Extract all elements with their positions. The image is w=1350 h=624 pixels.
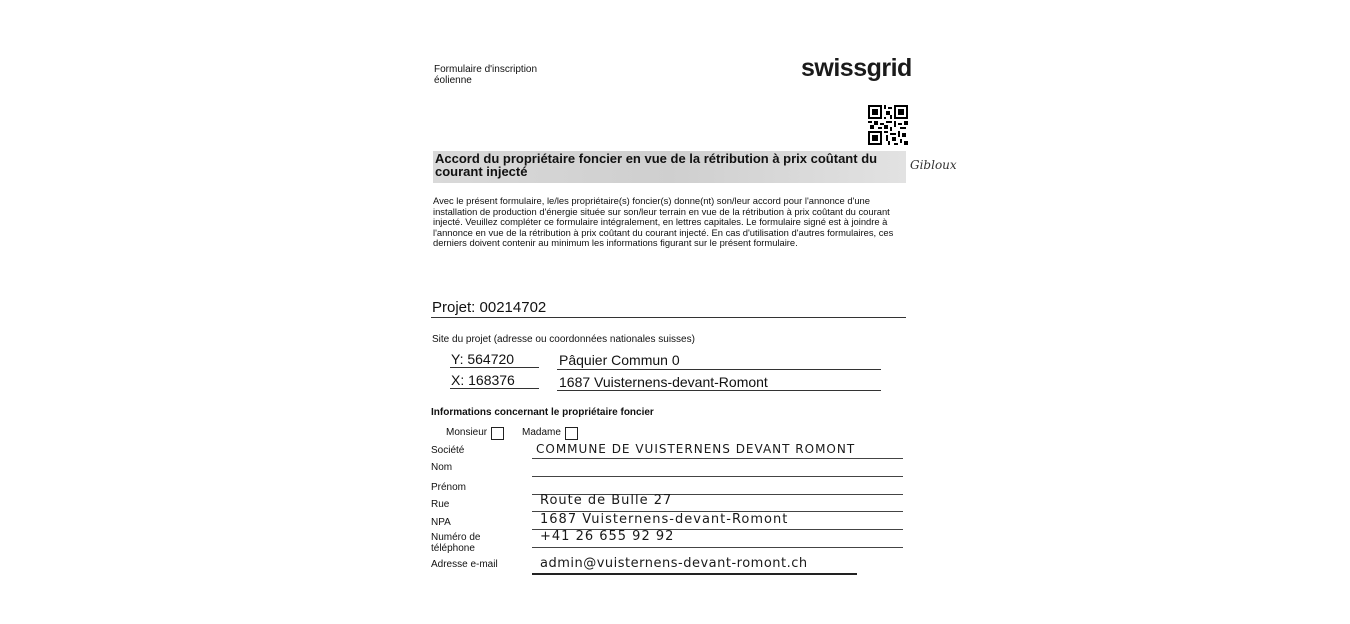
madame-label: Madame bbox=[522, 427, 561, 438]
madame-checkbox[interactable] bbox=[565, 427, 578, 440]
underline bbox=[450, 388, 539, 389]
divider bbox=[431, 317, 906, 318]
project-number: Projet: 00214702 bbox=[432, 299, 547, 316]
qr-code-icon bbox=[868, 105, 908, 145]
email-label: Adresse e-mail bbox=[431, 559, 498, 570]
telephone-field-line bbox=[532, 547, 903, 548]
nom-label: Nom bbox=[431, 462, 453, 473]
telephone-label-line-2: téléphone bbox=[431, 543, 475, 554]
npa-value: 1687 Vuisternens-devant-Romont bbox=[540, 512, 789, 527]
address-line-1: Pâquier Commun 0 bbox=[559, 352, 680, 368]
rue-value: Route de Bulle 27 bbox=[540, 493, 673, 508]
handwritten-note: Gibloux bbox=[910, 158, 957, 172]
monsieur-checkbox[interactable] bbox=[491, 427, 504, 440]
monsieur-label: Monsieur bbox=[446, 427, 488, 438]
nom-field-line bbox=[532, 476, 903, 477]
intro-paragraph: Avec le présent formulaire, le/les propriétaire(s) foncier(s) donne(nt) son/leur accord pour l'annonce d'une installation de production d'énergie située sur son/leur terrain en vue de la rétribution à prix coûtant du courant injecté. Veuillez compléter ce formulaire intégralement, en lettres capitales. Le formulaire signé est à joindre à l'annonce en vue de la rétribution à prix coûtant du courant injecté. En cas d'utilisation d'autres formulaires, ces derniers doivent contenir au minimum les informations figurant sur le présent formulaire. bbox=[433, 195, 894, 248]
coordinate-x: X: 168376 bbox=[451, 372, 515, 388]
document-title: Accord du propriétaire foncier en vue de la rétribution à prix coûtant du courant injecté bbox=[435, 151, 878, 179]
underline bbox=[450, 367, 539, 368]
prenom-label: Prénom bbox=[431, 482, 467, 493]
npa-label: NPA bbox=[431, 517, 451, 528]
form-type-label: Formulaire d'inscription éolienne bbox=[434, 64, 538, 86]
telephone-label-line-1: Numéro de bbox=[431, 532, 481, 543]
telephone-label bbox=[431, 532, 480, 554]
email-field-line bbox=[532, 573, 857, 575]
site-label: Site du projet (adresse ou coordonnées nationales suisses) bbox=[432, 334, 695, 345]
societe-label: Société bbox=[431, 445, 465, 456]
address-line-2: 1687 Vuisternens-devant-Romont bbox=[559, 374, 768, 390]
rue-label: Rue bbox=[431, 499, 450, 510]
societe-field-line bbox=[532, 458, 903, 459]
swissgrid-logo: swissgrid bbox=[801, 54, 912, 82]
societe-value: COMMUNE DE VUISTERNENS DEVANT ROMONT bbox=[536, 442, 856, 456]
email-value: admin@vuisternens-devant-romont.ch bbox=[540, 556, 808, 571]
coordinate-y: Y: 564720 bbox=[451, 351, 515, 367]
underline bbox=[557, 390, 881, 391]
owner-section-title: Informations concernant le propriétaire foncier bbox=[431, 407, 654, 418]
underline bbox=[557, 369, 881, 370]
telephone-value: +41 26 655 92 92 bbox=[540, 529, 675, 544]
